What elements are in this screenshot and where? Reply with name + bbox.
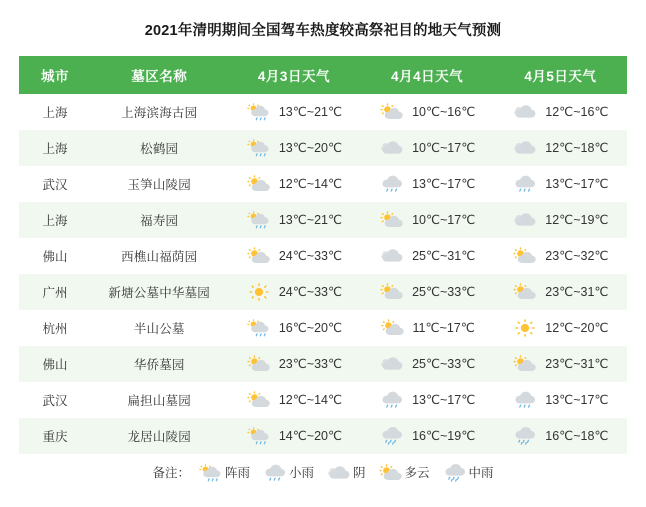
cell-city: 上海 (19, 202, 91, 238)
cell-weather-day2 (361, 418, 494, 454)
cell-weather-day2 (361, 238, 494, 274)
cell-weather-day2 (361, 274, 494, 310)
legend-item (442, 463, 494, 481)
column-header-cemetery: 墓区名称 (91, 56, 227, 94)
temperature-range: 13℃~20℃ (278, 140, 343, 155)
moderate-rain-icon (512, 427, 538, 445)
cell-weather-day3 (494, 166, 627, 202)
temperature-range: 13℃~17℃ (545, 176, 609, 191)
temperature-range: 10℃~17℃ (412, 212, 476, 227)
legend-item (198, 463, 250, 481)
cell-weather-day1 (227, 274, 360, 310)
cell-weather-day3 (494, 418, 627, 454)
cell-weather-day1 (227, 346, 360, 382)
temperature-range: 11℃~17℃ (412, 320, 475, 335)
weather-cell-content (228, 427, 359, 445)
cell-weather-day1 (227, 202, 360, 238)
cloudy-icon (379, 355, 405, 373)
cloudy-icon (326, 464, 350, 481)
column-header-day3: 4月5日天气 (494, 56, 627, 94)
cell-weather-day2 (361, 382, 494, 418)
table-row (19, 418, 627, 454)
cell-cemetery-name: 新塘公墓中华墓园 (91, 274, 227, 310)
shower-rain-icon (246, 427, 272, 445)
weather-cell-content (228, 319, 359, 337)
legend-item (326, 463, 366, 481)
table-body (19, 94, 627, 454)
column-header-day1: 4月3日天气 (227, 56, 360, 94)
sunny-icon (512, 319, 538, 337)
temperature-range: 10℃~17℃ (412, 140, 476, 155)
table-row (19, 310, 627, 346)
cell-city: 杭州 (19, 310, 91, 346)
cell-weather-day3 (494, 238, 627, 274)
cell-cemetery-name: 龙居山陵园 (91, 418, 227, 454)
temperature-range: 12℃~20℃ (545, 320, 609, 335)
temperature-range: 12℃~16℃ (545, 104, 609, 119)
temperature-range: 13℃~21℃ (278, 212, 343, 227)
weather-cell-content (228, 139, 359, 157)
table-row (19, 382, 627, 418)
cell-weather-day3 (494, 94, 627, 130)
partly-cloudy-icon (379, 103, 405, 121)
cell-weather-day3 (494, 274, 627, 310)
weather-cell-content (495, 391, 626, 409)
cell-weather-day2 (361, 166, 494, 202)
temperature-range: 16℃~20℃ (278, 320, 343, 335)
cell-weather-day1 (227, 130, 360, 166)
weather-cell-content (228, 103, 359, 121)
cell-city: 武汉 (19, 382, 91, 418)
weather-cell-content (495, 211, 626, 229)
cell-cemetery-name: 上海滨海古园 (91, 94, 227, 130)
temperature-range: 23℃~31℃ (545, 284, 609, 299)
legend-item (262, 463, 314, 481)
weather-cell-content (495, 283, 626, 301)
weather-cell-content (495, 247, 626, 265)
cloudy-icon (379, 247, 405, 265)
cell-weather-day3 (494, 346, 627, 382)
weather-cell-content (495, 427, 626, 445)
light-rain-icon (262, 464, 286, 481)
shower-rain-icon (246, 139, 272, 157)
weather-cell-content (362, 391, 493, 409)
table-row (19, 238, 627, 274)
table-row (19, 130, 627, 166)
temperature-range: 12℃~18℃ (545, 140, 609, 155)
cell-weather-day2 (361, 346, 494, 382)
temperature-range: 13℃~21℃ (278, 104, 343, 119)
cell-weather-day2 (361, 202, 494, 238)
cell-cemetery-name: 福寿园 (91, 202, 227, 238)
temperature-range: 23℃~31℃ (545, 356, 609, 371)
light-rain-icon (379, 391, 405, 409)
temperature-range: 10℃~16℃ (412, 104, 476, 119)
column-header-day2: 4月4日天气 (361, 56, 494, 94)
cell-weather-day3 (494, 310, 627, 346)
weather-cell-content (362, 427, 493, 445)
table-header (19, 56, 627, 94)
shower-rain-icon (246, 211, 272, 229)
weather-cell-content (362, 283, 493, 301)
temperature-range: 24℃~33℃ (278, 248, 343, 263)
weather-cell-content (362, 355, 493, 373)
partly-cloudy-icon (246, 247, 272, 265)
legend-label: 备注： (152, 466, 190, 480)
partly-cloudy-icon (512, 283, 538, 301)
cell-weather-day1 (227, 238, 360, 274)
cell-city: 佛山 (19, 238, 91, 274)
partly-cloudy-icon (512, 247, 538, 265)
cell-weather-day2 (361, 94, 494, 130)
weather-cell-content (362, 247, 493, 265)
temperature-range: 16℃~19℃ (412, 428, 476, 443)
partly-cloudy-icon (246, 391, 272, 409)
partly-cloudy-icon (246, 355, 272, 373)
light-rain-icon (379, 175, 405, 193)
temperature-range: 13℃~17℃ (412, 176, 476, 191)
temperature-range: 12℃~14℃ (278, 176, 343, 191)
column-header-city: 城市 (19, 56, 91, 94)
weather-cell-content (362, 139, 493, 157)
weather-cell-content (228, 175, 359, 193)
legend-item (378, 463, 430, 481)
temperature-range: 13℃~17℃ (412, 392, 476, 407)
weather-cell-content (362, 103, 493, 121)
shower-rain-icon (246, 319, 272, 337)
partly-cloudy-icon (246, 175, 272, 193)
temperature-range: 14℃~20℃ (278, 428, 343, 443)
weather-cell-content (228, 391, 359, 409)
light-rain-icon (512, 391, 538, 409)
temperature-range: 16℃~18℃ (545, 428, 609, 443)
cell-city: 上海 (19, 94, 91, 130)
weather-cell-content (228, 355, 359, 373)
sunny-icon (246, 283, 272, 301)
temperature-range: 12℃~14℃ (278, 392, 343, 407)
weather-cell-content (495, 355, 626, 373)
table-header-row (19, 56, 627, 94)
table-row (19, 94, 627, 130)
cloudy-icon (512, 211, 538, 229)
cell-cemetery-name: 松鹤园 (91, 130, 227, 166)
weather-cell-content (495, 175, 626, 193)
cell-weather-day3 (494, 202, 627, 238)
cell-city: 重庆 (19, 418, 91, 454)
legend-item-label: 阴 (353, 466, 366, 480)
moderate-rain-icon (442, 464, 466, 481)
weather-cell-content (362, 175, 493, 193)
temperature-range: 25℃~33℃ (412, 356, 476, 371)
cell-cemetery-name: 西樵山福荫园 (91, 238, 227, 274)
temperature-range: 25℃~31℃ (412, 248, 476, 263)
legend-item-label: 小雨 (288, 466, 314, 480)
temperature-range: 23℃~32℃ (545, 248, 609, 263)
legend-item-label: 多云 (404, 466, 430, 480)
temperature-range: 24℃~33℃ (278, 284, 343, 299)
cell-city: 佛山 (19, 346, 91, 382)
shower-rain-icon (198, 464, 222, 481)
temperature-range: 23℃~33℃ (278, 356, 343, 371)
cell-city: 广州 (19, 274, 91, 310)
weather-cell-content (228, 283, 359, 301)
table-row (19, 274, 627, 310)
partly-cloudy-icon (378, 464, 402, 481)
cell-weather-day2 (361, 310, 494, 346)
moderate-rain-icon (379, 427, 405, 445)
shower-rain-icon (246, 103, 272, 121)
legend (0, 463, 646, 481)
temperature-range: 12℃~19℃ (545, 212, 609, 227)
cloudy-icon (379, 139, 405, 157)
partly-cloudy-icon (379, 211, 405, 229)
cell-cemetery-name: 扁担山墓园 (91, 382, 227, 418)
cloudy-icon (512, 103, 538, 121)
page-title: 2021年清明期间全国驾车热度较高祭祀目的地天气预测 (144, 23, 502, 39)
table-row (19, 346, 627, 382)
cloudy-icon (512, 139, 538, 157)
weather-cell-content (362, 319, 493, 337)
legend-item-label: 中雨 (468, 466, 494, 480)
temperature-range: 25℃~33℃ (412, 284, 476, 299)
cell-cemetery-name: 华侨墓园 (91, 346, 227, 382)
cell-cemetery-name: 玉笋山陵园 (91, 166, 227, 202)
partly-cloudy-icon (512, 355, 538, 373)
cell-city: 武汉 (19, 166, 91, 202)
weather-table (19, 56, 627, 454)
table-row (19, 166, 627, 202)
cell-weather-day1 (227, 382, 360, 418)
cell-weather-day1 (227, 310, 360, 346)
cell-weather-day3 (494, 130, 627, 166)
legend-item-label: 阵雨 (224, 466, 250, 480)
table-row (19, 202, 627, 238)
cell-cemetery-name: 半山公墓 (91, 310, 227, 346)
cell-weather-day1 (227, 94, 360, 130)
partly-cloudy-icon (379, 283, 405, 301)
weather-cell-content (228, 211, 359, 229)
cell-weather-day3 (494, 382, 627, 418)
partly-cloudy-icon (380, 319, 406, 337)
cell-weather-day2 (361, 130, 494, 166)
weather-cell-content (228, 247, 359, 265)
weather-cell-content (495, 103, 626, 121)
cell-weather-day1 (227, 166, 360, 202)
weather-cell-content (495, 139, 626, 157)
temperature-range: 13℃~17℃ (545, 392, 609, 407)
weather-cell-content (362, 211, 493, 229)
weather-cell-content (495, 319, 626, 337)
light-rain-icon (512, 175, 538, 193)
cell-city: 上海 (19, 130, 91, 166)
cell-weather-day1 (227, 418, 360, 454)
